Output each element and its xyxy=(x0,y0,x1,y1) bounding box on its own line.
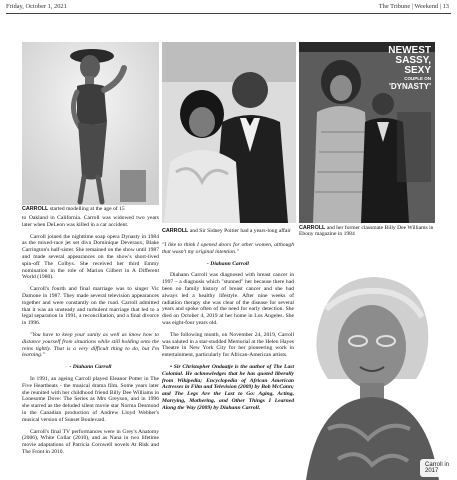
author-note: • Sir Christopher Ondaatje is the author of The Last Colonial. He acknowledges that he has quoted liberally from Wikipedia; Encyclopedia of African American Actresses in Film and Television (2009) by Bob McCann; and The Legs Are the Last to Go: Aging, Acting, Marrying, Mothering, and Other Things I Learned Along the Way (2009) by Diahann Carroll. xyxy=(162,363,294,411)
article-paragraph: Carroll joined the nighttime soap opera Dynasty in 1984 as the mixed-race jet set diva Dominique Deveraux, Blake Carrington's half-sister. She remained on the show until 1987 and made several appearances on the show's short-lived spin-off The Colbys. She received her third Emmy nomination in the role of Marion Gilbert in A Different World (1980). xyxy=(22,233,159,281)
photo-modelling-illustration xyxy=(22,42,159,205)
photo-2017-illustration xyxy=(298,269,439,480)
issue-date: Friday, October 1, 2021 xyxy=(6,3,67,10)
magazine-headline: NEWEST SASSY, SEXY COUPLE ON 'DYNASTY' xyxy=(388,45,431,91)
article-paragraph: Carroll's fourth and final marriage was to singer Vic Damone in 1987. They made several television appearances together and were constantly on the road. Carroll admitted that it was an unsteady and turbulent marriage that led to a legal separation in 1991, a reconciliation, and a final divorce in 1996. xyxy=(22,286,159,327)
photo-poitier-illustration xyxy=(162,42,296,223)
pull-quote: "I like to think I opened doors for other women, although that wasn't my original intention." xyxy=(162,242,294,255)
photo-modelling-caption: CARROLL started modelling at the age of 15 xyxy=(22,206,125,212)
photo-modelling xyxy=(22,42,159,205)
article-paragraph: to Oakland in California. Carroll was widowed two years later when DeLeon was killed in a car accident. xyxy=(22,215,159,228)
article-paragraph: Diahann Carroll was diagnosed with breast cancer in 1997 – a diagnosis which "stunned" her because there had been no family history of breast cancer and she had always led a healthy lifestyle. After nine weeks of radiation therapy she was clear of the disease for several years and spoke often of the need for early detection. She died on October 4, 2019 at her home in Los Angeles. She was eight-four years old. xyxy=(162,272,294,326)
caption-name: CARROLL xyxy=(22,206,49,212)
photo-carroll-2017 xyxy=(298,269,439,480)
photo-2017-badge: Carroll in 2017 xyxy=(420,459,457,477)
caption-name: CARROLL xyxy=(299,225,326,231)
article-column-1 xyxy=(22,215,159,461)
photo-poitier-caption: CARROLL and Sir Sidney Poitier had a years-long affair xyxy=(162,228,291,234)
article-paragraph: The following month, on November 24, 2019, Carroll was saluted in a star-studded Memorial at the Helen Hayes Theatre in New York City for her pioneering work in entertainment, particularly for African-American artists. xyxy=(162,331,294,359)
photo-ebony-magazine xyxy=(299,42,435,223)
caption-name: CARROLL xyxy=(162,228,189,234)
article-paragraph: In 1991, an ageing Carroll played Eleanor Potter in The Five Heartbeats - the musical drama film. Some years later she reunited with her childhood friend Billy Dee Williams in Lonesome Dove: The Series as Mrs Greyson, and in 1996 she starred as the deluded silent movie star Norma Desmond in the Canadian production of Andrew Lloyd Webber's musical version of Sunset Boulevard. xyxy=(22,375,159,423)
page-header xyxy=(0,0,457,14)
photo-ebony-caption: CARROLL and her former classmate Billy Dee Williams in Ebony magazine in 1984 xyxy=(299,225,434,238)
article-paragraph: Carroll's final TV performances were in Grey's Anatomy (2006), White Collar (2010), and as Nana in two lifetime movie adaptations of Patricia Cornwell novels At Risk and The Front in 2010. xyxy=(22,428,159,455)
photo-poitier xyxy=(162,42,296,223)
header-rule xyxy=(6,13,451,14)
quote-attribution: - Diahann Carroll xyxy=(207,260,249,267)
article-column-2 xyxy=(162,242,294,417)
section-label: The Tribune | Weekend | 13 xyxy=(378,3,449,10)
quote-attribution: - Diahann Carroll xyxy=(69,364,112,371)
pull-quote: "You have to keep your sanity as well as know how to distance yourself from situations while still holding onto the reins tightly. That is a very difficult thing to do, but I'm learning." xyxy=(22,331,159,359)
